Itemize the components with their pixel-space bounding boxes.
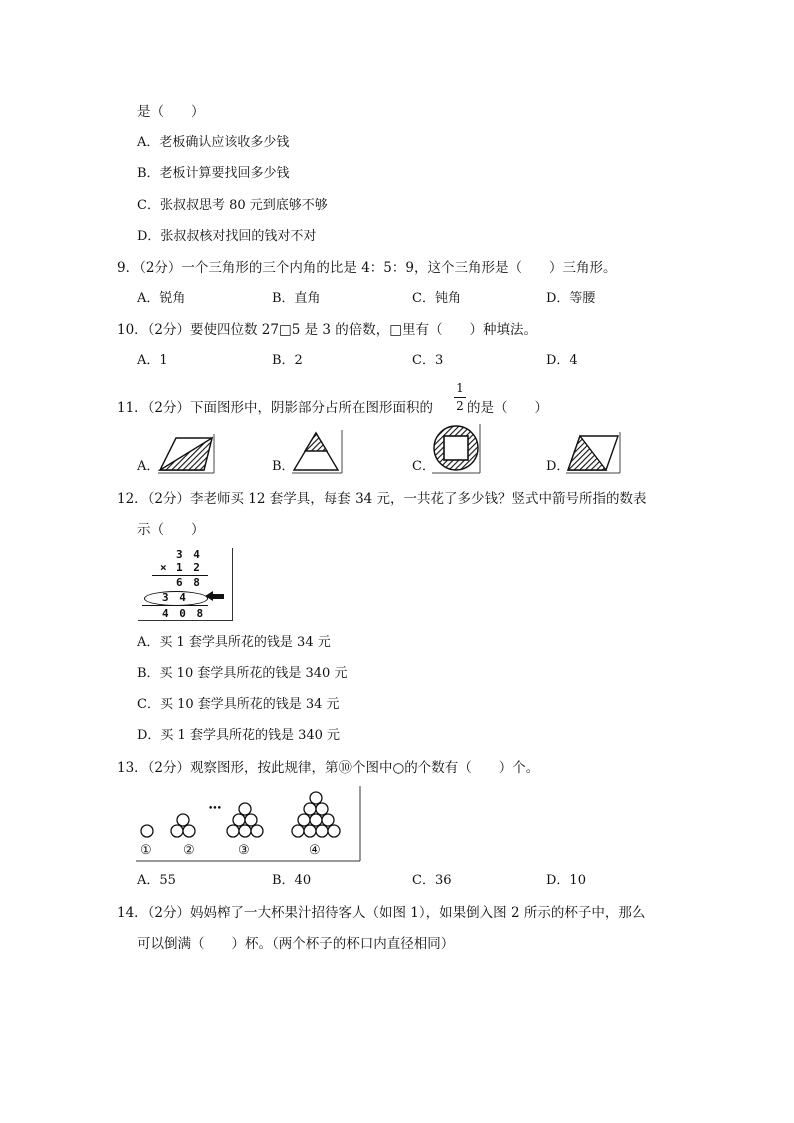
pattern-circle	[316, 825, 328, 837]
pattern-circle	[310, 814, 322, 826]
q10-option-c[interactable]: C．3	[412, 353, 444, 368]
q11-fraction-numerator: 1	[456, 381, 464, 395]
q11-figure-c[interactable]	[432, 424, 482, 474]
q13-option-b[interactable]: B．40	[272, 873, 312, 888]
calc-operator: ×	[160, 561, 167, 574]
q10-option-a[interactable]: A．1	[137, 353, 168, 368]
q12-option-b[interactable]: B．买 10 套学具所花的钱是 340 元	[137, 666, 348, 681]
pattern-circle	[239, 825, 251, 837]
pattern-circle	[171, 825, 183, 837]
q11-stem-b: 的是（ ）	[467, 400, 548, 416]
pattern-circle	[304, 825, 316, 837]
q13-fig-label-1: ①	[140, 843, 152, 858]
q11-option-a-label[interactable]: A．	[137, 459, 160, 474]
pattern-circle	[310, 792, 322, 804]
pattern-circle	[227, 825, 239, 837]
q12-option-d[interactable]: D．买 1 套学具所花的钱是 340 元	[137, 728, 341, 743]
q12-stem-line2: 示（ ）	[137, 522, 205, 538]
q10-option-b[interactable]: B．2	[272, 353, 303, 368]
q12-option-a[interactable]: A．买 1 套学具所花的钱是 34 元	[137, 635, 331, 650]
q9-option-a[interactable]: A．锐角	[137, 291, 186, 306]
q8-stem-tail: 是（ ）	[137, 104, 205, 120]
arrow-left-icon	[205, 591, 213, 601]
q13-option-c[interactable]: C．36	[412, 873, 452, 888]
q13-fig-label-4: ④	[309, 843, 321, 858]
q12-vertical-calculation	[138, 548, 233, 621]
q11-figure-b[interactable]	[292, 430, 344, 474]
pattern-circle	[304, 803, 316, 815]
pattern-circle	[298, 814, 310, 826]
pattern-circle	[239, 803, 251, 815]
q8-option-c[interactable]: C．张叔叔思考 80 元到底够不够	[137, 198, 328, 213]
q11-fraction-bar	[454, 397, 466, 398]
q10-option-d[interactable]: D．4	[546, 353, 578, 368]
q11-option-d-label[interactable]: D．	[546, 459, 570, 474]
pattern-circle	[141, 825, 153, 837]
q13-stem: 13．（2分）观察图形，按此规律，第⑩个图中○的个数有（ ）个。	[117, 760, 540, 776]
q11-figure-a[interactable]	[156, 434, 216, 474]
calc-line-2	[142, 605, 208, 606]
q13-option-a[interactable]: A．55	[137, 873, 176, 888]
calc-arrow-shaft	[212, 594, 224, 599]
q11-fraction-denominator: 2	[456, 399, 464, 413]
q11-option-c-label[interactable]: C．	[412, 459, 435, 474]
q9-option-b[interactable]: B．直角	[272, 291, 321, 306]
pattern-circle	[322, 814, 334, 826]
q14-stem-line1: 14．（2分）妈妈榨了一大杯果汁招待客人（如图 1），如果倒入图 2 所示的杯子中，那么	[117, 905, 646, 921]
calc-row-product: 4 0 8	[162, 607, 206, 620]
calc-row-multiplicand: 3 4	[176, 548, 202, 561]
q10-stem: 10．（2分）要使四位数 27□5 是 3 的倍数，□里有（ ）种填法。	[117, 322, 538, 338]
q13-option-d[interactable]: D．10	[546, 873, 586, 888]
q11-option-b-label[interactable]: B．	[272, 459, 295, 474]
calc-row-partial-2: 3 4	[162, 591, 188, 604]
q13-ellipsis: •••	[208, 804, 221, 814]
pattern-circle	[183, 825, 195, 837]
q9-stem: 9．（2分）一个三角形的三个内角的比是 4：5：9，这个三角形是（ ）三角形。	[117, 260, 617, 276]
q8-option-b[interactable]: B．老板计算要找回多少钱	[137, 166, 290, 181]
q9-option-c[interactable]: C．钝角	[412, 291, 461, 306]
pattern-circle	[177, 814, 189, 826]
q8-option-a[interactable]: A．老板确认应该收多少钱	[137, 135, 290, 150]
q13-fig-label-2: ②	[183, 843, 195, 858]
calc-row-multiplier: 1 2	[176, 561, 202, 574]
q11-stem-a: 11．（2分）下面图形中，阴影部分占所在图形面积的	[117, 400, 434, 416]
q14-stem-line2: 可以倒满（ ）杯。（两个杯子的杯口内直径相同）	[137, 936, 455, 952]
q11-figure-d[interactable]	[566, 432, 622, 474]
q12-option-c[interactable]: C．买 10 套学具所花的钱是 34 元	[137, 697, 340, 712]
q9-option-d[interactable]: D．等腰	[546, 291, 596, 306]
pattern-circle	[292, 825, 304, 837]
pattern-circle	[233, 814, 245, 826]
q13-fig-label-3: ③	[238, 843, 250, 858]
pattern-circle	[328, 825, 340, 837]
pattern-circle	[251, 825, 263, 837]
calc-row-partial-1: 6 8	[176, 576, 202, 589]
q8-option-d[interactable]: D．张叔叔核对找回的钱对不对	[137, 229, 317, 244]
pattern-circle	[245, 814, 257, 826]
pattern-circle	[316, 803, 328, 815]
q12-stem-line1: 12．（2分）李老师买 12 套学具，每套 34 元，一共花了多少钱？竖式中箭号所指的数表	[117, 491, 647, 507]
